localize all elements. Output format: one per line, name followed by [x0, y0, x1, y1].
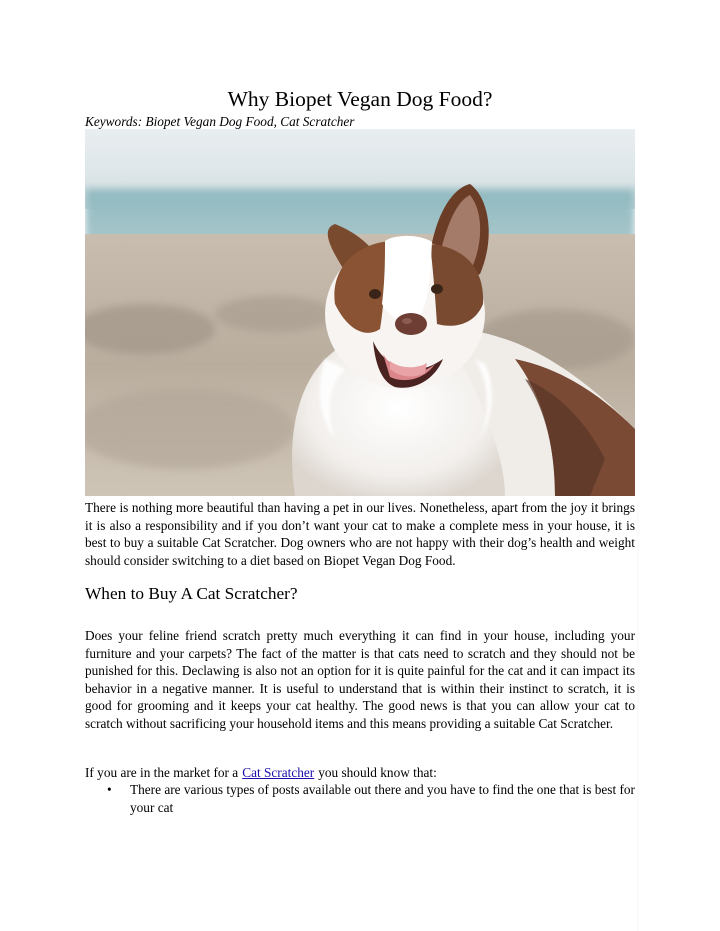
market-paragraph — [85, 764, 437, 782]
keywords-line: Keywords: Biopet Vegan Dog Food, Cat Scratcher — [85, 114, 355, 129]
bullet-icon: • — [107, 782, 112, 797]
market-paragraph-start: If you are in the market for a — [85, 765, 239, 780]
list-item — [85, 781, 635, 816]
intro-paragraph: There is nothing more beautiful than having a pet in our lives. Nonetheless, apart from the joy it brings it is also a responsibility and if you don’t want your cat to make a complete mess in your house, it is best to buy a suitable Cat Scratcher. Dog owners who are not happy with their dog’s health and weight should consider switching to a diet based on Biopet Vegan Dog Food. — [85, 500, 635, 568]
dog-photo-illustration — [85, 129, 635, 496]
bullet-list — [85, 781, 635, 816]
section-paragraph: Does your feline friend scratch pretty much everything it can find in your house, including your furniture and your carpets? The fact of the matter is that cats need to scratch and they should not be punished for this. Declawing is also not an option for it is quite painful for the cat and it can impact its behavior in a negative manner. It is useful to understand that is within their instinct to scratch, it is good for grooming and it keeps your cat healthy. The good news is that you can allow your cat to scratch without sacrificing your household items and this means providing a suitable Cat Scratcher. — [85, 628, 635, 731]
cat-scratcher-link[interactable]: Cat Scratcher — [242, 765, 315, 780]
dog-photo — [85, 129, 635, 496]
page-edge-shadow — [637, 500, 640, 931]
page-title: Why Biopet Vegan Dog Food? — [227, 87, 493, 111]
section-heading: When to Buy A Cat Scratcher? — [85, 584, 298, 603]
market-paragraph-end: you should know that: — [318, 765, 437, 780]
list-item-text: There are various types of posts available out there and you have to find the one that is best for your cat — [130, 782, 635, 815]
